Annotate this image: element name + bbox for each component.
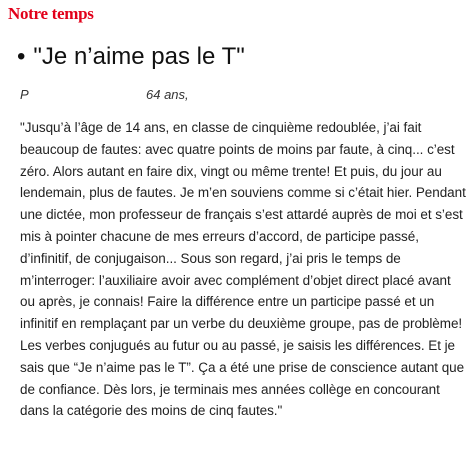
author-age: 64 ans, [146, 87, 189, 102]
article-title [17, 42, 245, 72]
title-bullet: • [17, 43, 26, 70]
brand-logo [8, 4, 94, 24]
article-title-text: "Je n’aime pas le T" [33, 43, 245, 70]
article-body: "Jusqu’à l’âge de 14 ans, en classe de cinquième redoublée, j’ai fait beaucoup de fautes: avec quatre points de moins par faute, à cinq... c’est zéro. Alors autant en faire dix, vingt ou même trente! Et puis, du jour au lendemain, plus de fautes. Je m’en souviens comme si c’était hier. Pendant une dictée, mon professeur de français s’est attardé auprès de moi et s’est mis à pointer chacune de mes erreurs d’accord, de participe passé, d’infinitif, de conjugaison... Sous son regard, j’ai pris le temps de m’interroger: l’auxiliaire avoir avec complément d’objet direct placé avant ou après, je connais! Faire la différence entre un participe passé et un infinitif en remplaçant par un verbe du deuxième groupe, pas de problème! Les verbes conjugués au futur ou au passé, je saisis les différences. Et je sais que “Je n’aime pas le T”. Ça a été une prise de conscience autant que de confiance. Dès lors, je terminais mes années collège en concourant dans la catégorie des moins de cinq fautes." [20, 120, 466, 419]
author-initial: P [20, 87, 29, 102]
brand-logo-text: Notre temps [8, 4, 94, 23]
